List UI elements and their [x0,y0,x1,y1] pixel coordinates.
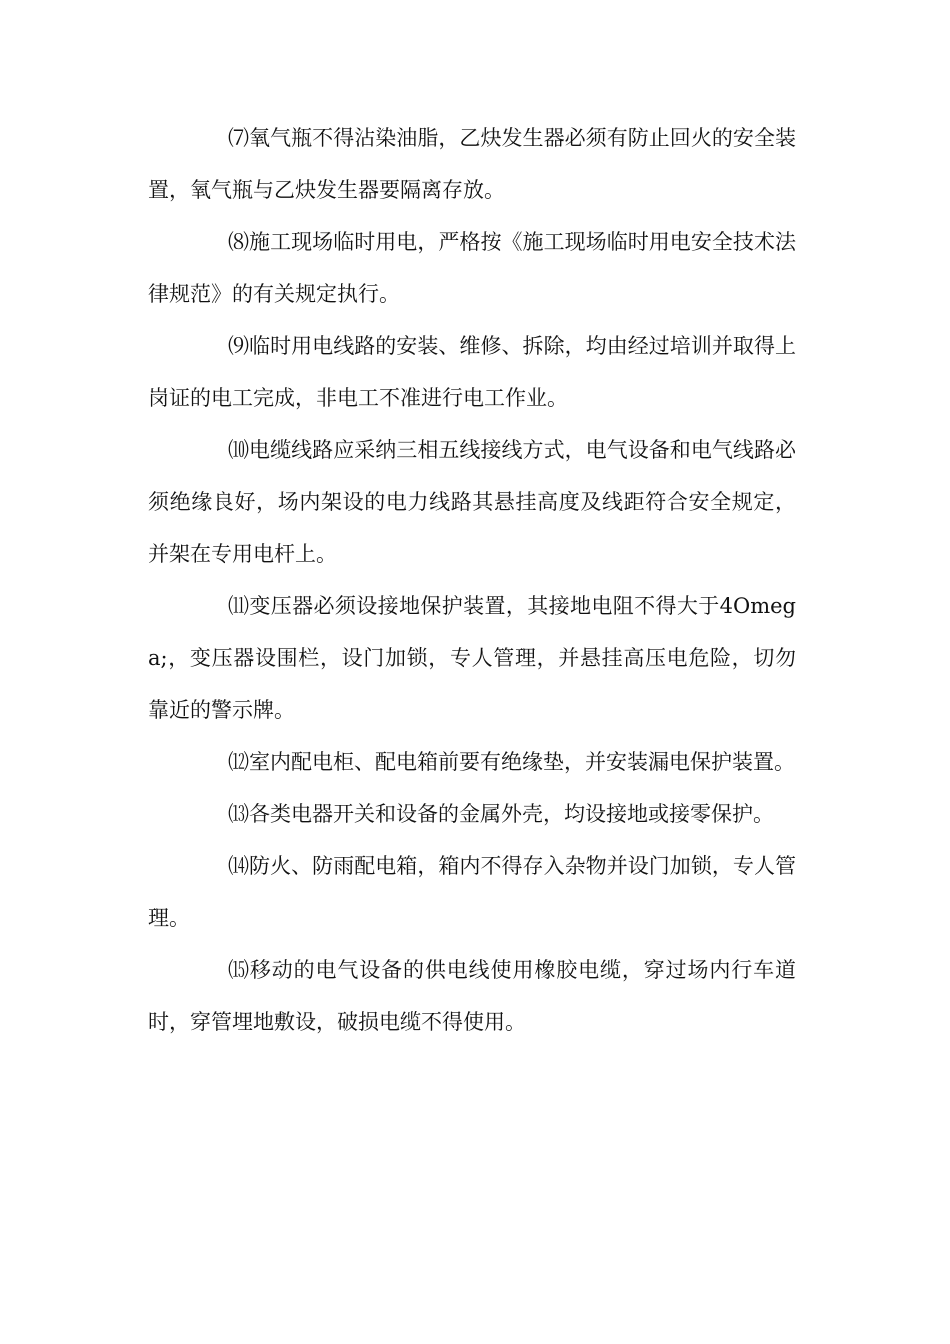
paragraph-13: ⒀各类电器开关和设备的金属外壳，均设接地或接零保护。 [228,802,774,826]
paragraph-14: ⒁防火、防雨配电箱，箱内不得存入杂物并设门加锁，专人管理。 [148,854,796,930]
paragraph-9: ⑼临时用电线路的安装、维修、拆除，均由经过培训并取得上岗证的电工完成，非电工不准进行电工作业。 [148,334,796,410]
paragraph-8: ⑻施工现场临时用电，严格按《施工现场临时用电安全技术法律规范》的有关规定执行。 [148,230,796,306]
paragraph-11: ⑾变压器必须设接地保护装置，其接地电阻不得大于4Omega;，变压器设围栏，设门加锁，专人管理，并悬挂高压电危险，切勿靠近的警示牌。 [148,594,796,722]
paragraph-10: ⑽电缆线路应采纳三相五线接线方式，电气设备和电气线路必须绝缘良好，场内架设的电力线路其悬挂高度及线距符合安全规定，并架在专用电杆上。 [148,438,796,566]
paragraph-12: ⑿室内配电柜、配电箱前要有绝缘垫，并安装漏电保护装置。 [228,750,795,774]
document-body [148,112,796,1048]
paragraph-7: ⑺氧气瓶不得沾染油脂，乙炔发生器必须有防止回火的安全装置，氧气瓶与乙炔发生器要隔离存放。 [148,126,796,202]
paragraph-15: ⒂移动的电气设备的供电线使用橡胶电缆，穿过场内行车道时，穿管埋地敷设，破损电缆不得使用。 [148,958,796,1034]
